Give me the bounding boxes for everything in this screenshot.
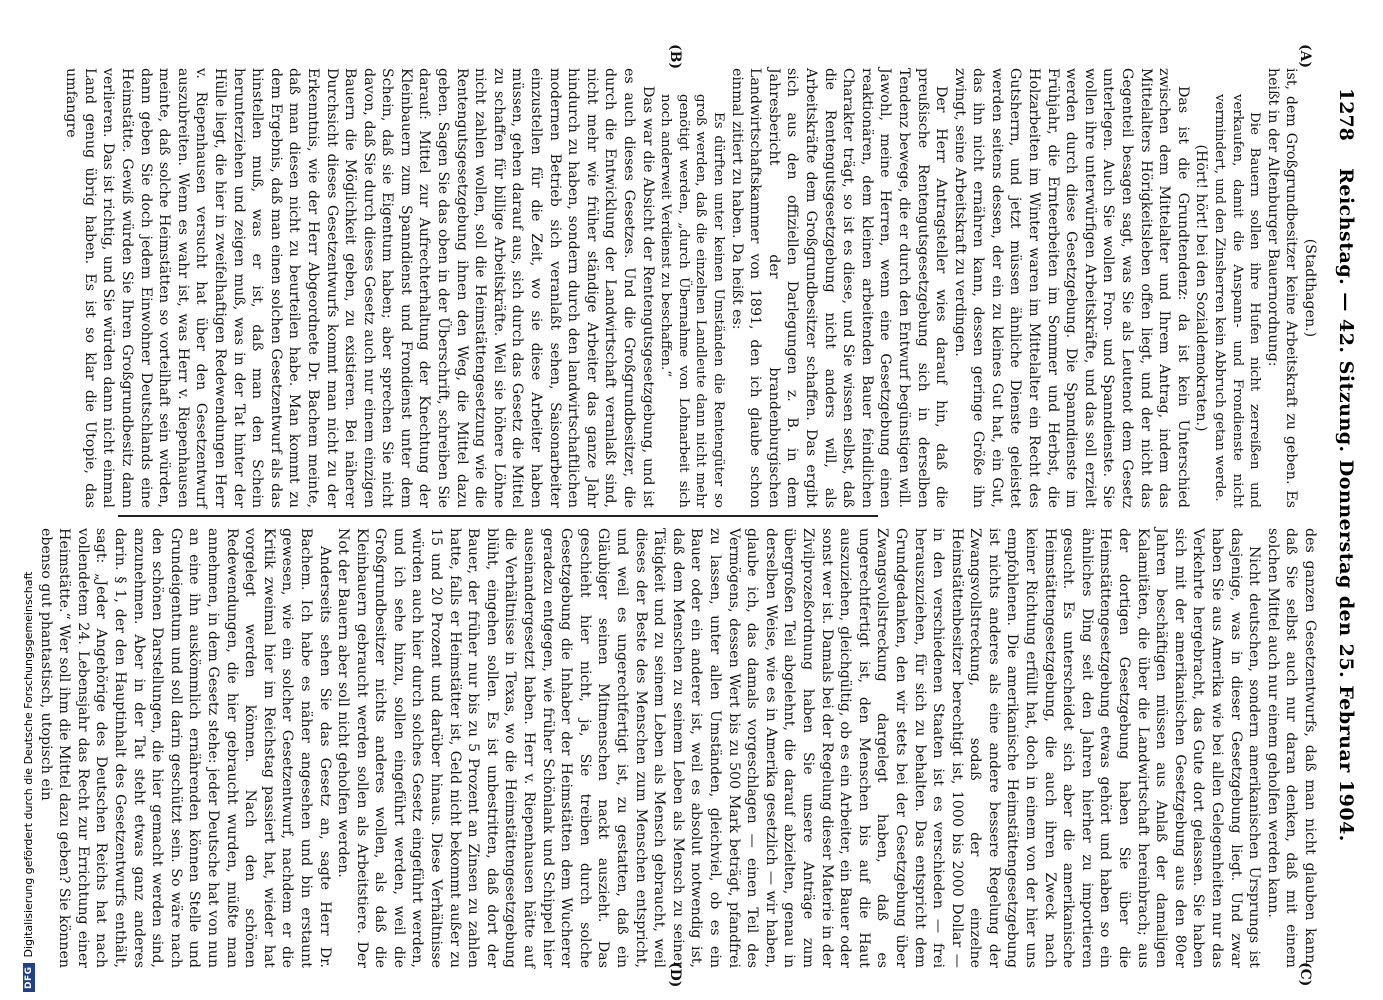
paragraph: Das war die Absicht der Rentengutsgesetzgebung, und ist es auch dieses Gesetzes. Und die Großgrundbesitzer, die durch die Entwicklung der Landwirtschaft veranlaßt sind, nicht mehr wie früher ständige Arbeiter das ganze Jahr hindurch zu haben, sondern durch den landwirtschaftlichen modernen Betrieb sich veranlaßt sehen, Saisonarbeiter einzustellen für die Zeit, wo sie diese Arbeiter haben müssen, gehen darauf aus, sich durch das Gesetz die Mittel zu schaffen für billige Arbeitskräfte. Weil sie höhere Löhne nicht zahlen wollen, soll die Heimstättengesetzung wie die Rentengutsgesetzgebung ihnen den Weg, die Mittel dazu geben. Sagen Sie das oben in der Überschrift, schreiben Sie darauf: Mittel zur Aufrechterhaltung der Knechtung der Kleinbauern zum Spanndienst und Frondienst unter dem Schein, daß sie Eigentum haben; aber sprechen Sie nicht davon, daß Sie durch dieses Gesetz auch nur einem einzigen Bauern die Möglichkeit geben, zu existieren. Bei näherer Durchsicht dieses Gesetzentwurfs kommt man nicht zu der Erkenntnis, wie der Herr Abgeordnete Dr. Bachem meinte, daß man diesen nicht zu beurteilen habe. Man kommt zu dem Ergebnis, daß man einen solchen Gesetzentwurf als das hinstellen muß, was er ist, daß man den Schein herunterziehen und zeigen muß, was in der Tat hinter der Hülle liegt, die hier in zweifelhaftigen Redewendungen Herr v. Riepenhausen versucht hat über den Gesetzentwurf auszubreiten. Wenn es wahr ist, was Herr v. Riepenhausen meinte, daß solche Heimstätten so vorteilhaft sein würden, dann geben Sie doch jedem Einwohner Deutschlands eine Heimstätte. Gewiß würden Sie Ihren Großgrundbesitz dann verlieren. Das ist richtig, und Sie würden dann nicht einmal Land genug übrig haben. Es ist so klar die Utopie, das umfangre [63, 68, 656, 508]
page-number: 1278 [1335, 88, 1357, 141]
paragraph: Anderseits sehen Sie das Gesetz an, sagte Herr Dr. Bachem. Ich habe es näher angesehen und bin erstaunt gewesen, wie ein solcher Gesetzentwurf, nachdem er die Kritik zweimal hier im Reichstag passiert hat, wieder hat vorgelegt werden können. Nach den schönen Redewendungen, die hier gebraucht wurden, müßte man annehmen, in dem Gesetz stehe: jeder Deutsche hat von nun an eine ihn auskömmlich ernährenden können Stelle und Grundeigentum und soll darin geschützt sein. So wäre nach den schönen Darstellungen, die hier gemacht werden sind, anzunehmen. Aber in der Tat steht etwas ganz anderes darin. § 1, der den Hauptinhalt des Gesetzentwurfs enthält, sagt: „Jeder Angehörige des Deutschen Reichs hat nach vollendetem 24. Lebensjahr das Recht zur Errichtung einer Heimstätte.“ Wer soll ihm die Mittel dazu geben? Sie können ebenso gut phantastisch, utopisch ein [37, 528, 333, 968]
quotation: Die Bauern sollen ihre Hufen nicht zerreißen und verkaufen, damit die Anspann- und Frondienste nicht vermindert, und den Zinsherren kein Abbruch getan werde. [1212, 94, 1263, 508]
dfg-logo: DFG [23, 963, 35, 992]
quotation: Es dürften unter keinen Umständen die Rentengüter so groß werden, daß die einzelnen Landleute dann nicht mehr genötigt werden, „durch Übernahme von Lohnarbeit sich noch anderweit Verdienst zu beschaffen.“ [658, 94, 726, 508]
scanned-page [37, 0, 1383, 1000]
left-column [63, 68, 1319, 508]
paragraph: Nicht deutschen, sondern amerikanischen Ursprungs ist dasjenige, was in dieser Gesetzgebung liegt. Und zwar haben Sie aus Amerika wie bei allen Gelegenheiten nur das Verkehrte hergebracht, das Gute dort gelassen. Sie haben sich mit der amerikanischen Gesetzgebung aus den 80er Jahren beschäftigen müssen aus Anlaß der damaligen Kalamitäten, die über die Landwirtschaft hereinbrach; aus der dortigen Gesetzgebung haben Sie über die Heimstättengesetzgebung etwas gehört und haben so ein ähnliches Ding seit den Jahren hierher zu importieren gesucht. Es unterscheidet sich aber die amerikanische Heimstättengesetzgebung, die auch ihren Zweck nach keiner Richtung erfüllt hat, doch in einem von der hier uns empfohlenen. Die amerikanische Heimstättengesetzgebung ist nichts anderes als eine andere bessere Regelung der Zwangsvollstreckung, sodaß der einzelne Heimstättenbesitzer berechtigt ist, 1000 bis 2000 Dollar — in den verschiedenen Staaten ist es verschieden — frei herauszuziehen, für sich zu behalten. Das entspricht dem Grundgedanken, den wir stets bei der Gesetzgebung über Zwangsvollstreckung dargelegt haben, daß es ungerechtfertigt ist, den Menschen bis auf die Haut auszuziehen, gleichgültig, ob es ein Arbeiter, ein Bauer oder sonst wer ist. Damals bei der Regelung dieser Materie in der Zivilprozeßordnung haben Sie unsere Anträge zum übergroßen Teil abgelehnt, die darauf abzielten, genau in derselben Weise, wie es in Amerika gesetzlich — wir haben, glaube ich, das damals vorgeschlagen — einen Teil des Vermögens, dessen Wert bis zu 500 Mark beträgt, pfandfrei zu lassen, unter allen Umständen, gleichviel, ob es ein Bauer oder ein anderer ist, weil es absolut notwendig ist, daß dem Menschen zu seinem Leben als Mensch zu seiner Tätigkeit und zu seinem Leben als Mensch gebraucht, weil dieses der Beste des Menschen zum Menschen entspricht, und weil es ungerechtfertigt ist, zu gestatten, daß ein Gläubiger seinen Mitmenschen nackt auszieht. Das geschieht hier nicht, ja, Sie treiben durch solche Gesetzgebung die Inhaber der Heimstätten dem Wucherer geradezu entgegen, wie früher Schönlank und Schippel hier auseinandergesetzt haben. Herr v. Riepenhausen hätte auf die Verhältnisse in Texas, wo die Heimstättengesetzgebung blüht, eingehen sollen. Es ist unbestritten, daß dort der Bauer, der früher nur bis zu 5 Prozent an Zinsen zu zahlen hatte, falls er Heimstätter ist, Geld nicht bekommt außer zu 15 und 20 Prozent und darüber hinaus. Diese Verhältnisse würden auch hier durch solches Gesetz eingeführt werden, und ich sehe hinzu, sollen eingeführt werden, weil die Großgrundbesitzer nichts anderes wollen, als daß die Kleinbauern gebraucht werden sollen als Arbeitstiere. Der Not der Bauern aber soll nicht geholfen werden. [335, 528, 1263, 968]
margin-marker-b: (B) [667, 44, 683, 70]
footer-text: Digitalisierung gefördert durch die Deutsche Forschungsgemeinschaft [22, 571, 35, 958]
column-divider [118, 515, 878, 517]
page-header [1327, 70, 1361, 940]
margin-marker-a: (A) [1297, 44, 1313, 69]
paragraph: des ganzen Gesetzentwurfs, daß man nicht glauben kann, daß Sie selbst auch nur daran denken, daß mit einem solchen Mittel auch nur einem geholfen werden kann. [1264, 528, 1318, 968]
paragraph: ist, dem Großgrundbesitzer keine Arbeitskraft zu geben. Es heißt in der Altenburger Bauernordnung: [1264, 68, 1300, 508]
page-title: Reichstag. — 42. Sitzung. Donnerstag den 25. Februar 1904. [1335, 168, 1357, 842]
footer [10, 0, 35, 1000]
footer-credit [22, 12, 35, 992]
speaker-note: (Stadthagen.) [1302, 238, 1318, 338]
paragraph: Der Herr Antragsteller wies darauf hin, daß die preußische Rentengutsgesetzgebung sich in derselben Tendenz bewege, die er durch den Entwurf begünstigen will. Jawohl, meine Herren, wenn eine Gesetzgebung einen reaktionären, dem kleinen arbeitenden Bauer feindlichen Charakter trägt, so ist es diese, und Sie wissen selbst, daß die Rentengutsgesetzgebung nicht anders will, als Arbeitskräfte dem Großgrundbesitzer schaffen. Das ergibt sich aus den offiziellen Darlegungen z. B. in dem Jahresbericht der brandenburgischen Landwirtschaftskammer von 1891, den ich glaube schon einmal zitiert zu haben. Da heißt es: [728, 68, 950, 508]
paragraph: Das ist die Grundtendenz: da ist kein Unterschied zwischen dem Mittelalter und Ihrem Antrag, indem das Mittelalters Hörigkeitsleben offen liegt, und der nicht das Gegenteil besagen sagt, was Sie als Leutenot dem Gesetz unterlegen. Auch Sie wollen Fron- und Spanndienste. Sie wollen ihre unterwürfigen Arbeitskräfte, und das soll erzielt werden durch diese Gesetzgebung. Die Spanndienste im Frühjahr, die Ernteerbeiten im Sommer und Herbst, die Holzarbeiten im Winter waren im Mittelalter ein Recht des Gutsherrn, und jetzt müssen ähnliche Dienste geleistet werden seitens dessen, der ein zu kleines Gut hat, ein Gut, das ihn nicht ernähren kann, dessen geringe Größe ihn zwingt, seine Arbeitskraft zu verdingen. [951, 68, 1191, 508]
margin-marker-d: (D) [667, 962, 683, 988]
interjection: (Hört! hört! bei den Sozialdemokraten.) [1193, 144, 1210, 432]
right-column [37, 528, 1319, 968]
margin-marker-c: (C) [1297, 962, 1313, 987]
